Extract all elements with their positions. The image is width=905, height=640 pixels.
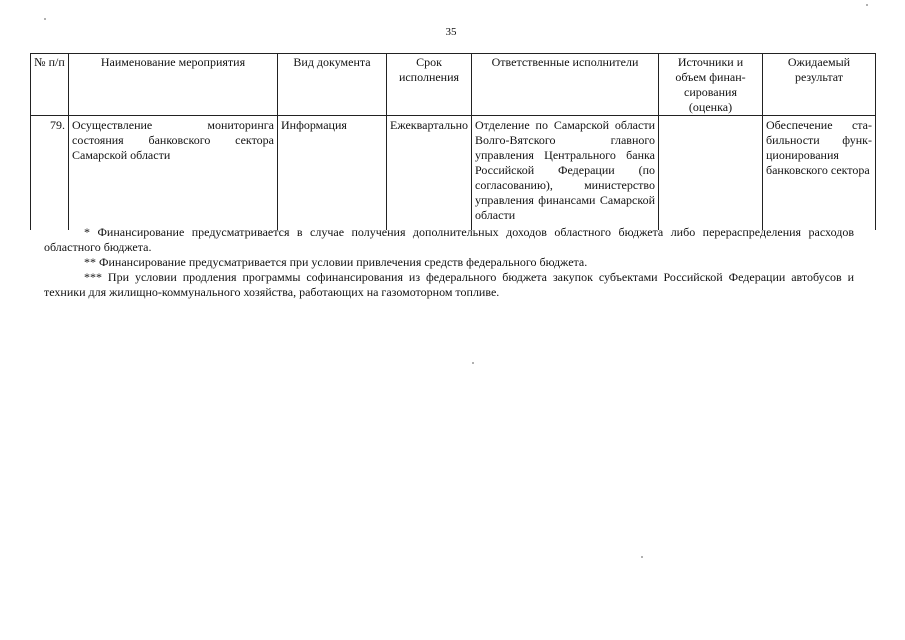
scan-speck (472, 362, 474, 364)
table-header-row (31, 54, 876, 116)
row-result: Обеспечение стабильности функционирования банковского сектора (763, 116, 876, 231)
scan-speck (866, 4, 868, 6)
table-row (31, 116, 876, 231)
header-doc-type: Вид документа (278, 54, 387, 116)
header-term: Срок исполнения (387, 54, 472, 116)
header-name: Наименование мероприятия (69, 54, 278, 116)
footnotes (44, 225, 854, 300)
measures-table (30, 53, 876, 230)
row-doc-type: Информация (278, 116, 387, 231)
scan-speck (641, 556, 643, 558)
footnote-2: ** Финансирование предусматривается при условии привлечения средств федерального бюджета. (84, 255, 588, 269)
row-funding (659, 116, 763, 231)
footnote-1: * Финансирование предусматривается в случае получения дополнительных доходов областного бюджета либо перераспределения расходов областного бюджета. (44, 225, 854, 254)
header-funding: Источники и объем финансирования (оценка) (659, 54, 763, 116)
header-number: № п/п (31, 54, 69, 116)
page-number: 35 (445, 26, 457, 38)
row-term: Ежеквартально (387, 116, 472, 231)
row-name: Осуществление мониторинга состояния банковского сектора Самарской области (69, 116, 278, 231)
header-result: Ожидаемый результат (763, 54, 876, 116)
scan-speck (44, 18, 46, 20)
row-executors: Отделение по Самарской области Волго-Вятского главного управления Центрального банка Российской Федерации (по согласованию), министерство управления финансами Самарской области (472, 116, 659, 231)
row-number: 79. (31, 116, 69, 231)
footnote-3: *** При условии продления программы софинансирования из федерального бюджета закупок субъектами Российской Федерации автобусов и техники для жилищно-коммунального хозяйства, работающих на газомоторном топливе. (44, 270, 854, 299)
header-executors: Ответственные исполнители (472, 54, 659, 116)
